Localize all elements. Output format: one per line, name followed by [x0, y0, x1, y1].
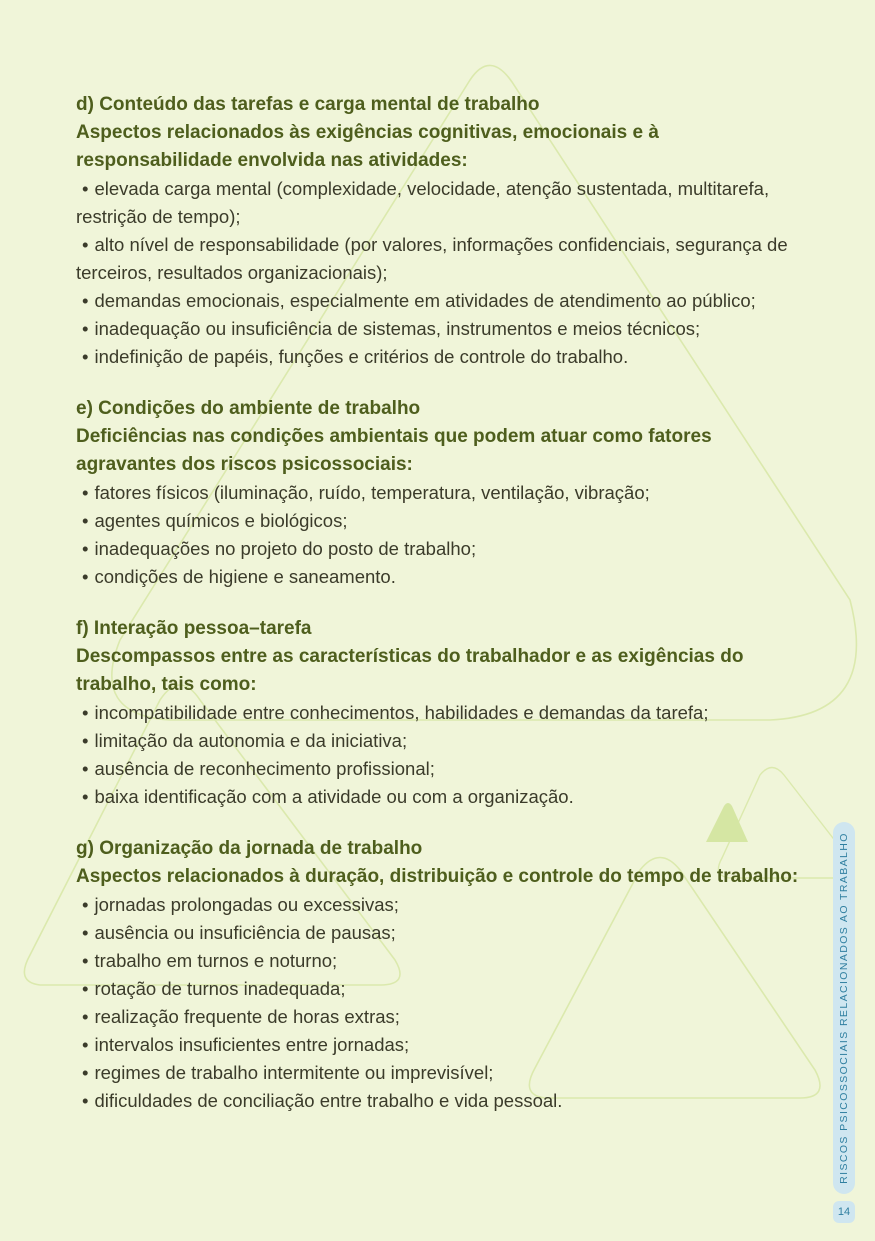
section-heading: e) Condições do ambiente de trabalho: [76, 398, 421, 419]
bullet-icon: •: [82, 702, 89, 723]
list-item: • indefinição de papéis, funções e critérios de controle do trabalho.: [82, 346, 629, 367]
bullet-list: [76, 479, 806, 591]
list-item: • trabalho em turnos e noturno;: [82, 950, 338, 971]
list-item: • fatores físicos (iluminação, ruído, temperatura, ventilação, vibração;: [82, 482, 650, 503]
list-item: • ausência de reconhecimento profissional;: [82, 758, 435, 779]
bullet-icon: •: [82, 178, 89, 199]
section-d: [76, 91, 806, 371]
bullet-icon: •: [82, 538, 89, 559]
section-subheading: Aspectos relacionados à duração, distribuição e controle do tempo de trabalho:: [76, 866, 799, 887]
bullet-list: [76, 699, 806, 811]
bullet-list: [76, 891, 806, 1115]
list-item: • inadequação ou insuficiência de sistemas, instrumentos e meios técnicos;: [82, 318, 701, 339]
bullet-icon: •: [82, 922, 89, 943]
bullet-icon: •: [82, 318, 89, 339]
list-item: • demandas emocionais, especialmente em atividades de atendimento ao público;: [82, 290, 756, 311]
list-item: • alto nível de responsabilidade (por valores, informações confidenciais, segurança de terceiros, resultados organizacionais);: [76, 234, 788, 283]
section-f: [76, 615, 806, 811]
list-item: • elevada carga mental (complexidade, velocidade, atenção sustentada, multitarefa, restrição de tempo);: [76, 178, 770, 227]
list-item: • baixa identificação com a atividade ou com a organização.: [82, 786, 574, 807]
bullet-icon: •: [82, 786, 89, 807]
list-item: • inadequações no projeto do posto de trabalho;: [82, 538, 477, 559]
list-item: • rotação de turnos inadequada;: [82, 978, 346, 999]
list-item: • condições de higiene e saneamento.: [82, 566, 396, 587]
list-item: • intervalos insuficientes entre jornadas;: [82, 1034, 410, 1055]
main-content: [76, 91, 806, 1139]
section-heading: g) Organização da jornada de trabalho: [76, 838, 423, 859]
bullet-icon: •: [82, 290, 89, 311]
bullet-icon: •: [82, 1090, 89, 1111]
list-item: • dificuldades de conciliação entre trabalho e vida pessoal.: [82, 1090, 563, 1111]
sidebar-running-title: RISCOS PSICOSSOCIAIS RELACIONADOS AO TRABALHO: [838, 832, 850, 1184]
list-item: • regimes de trabalho intermitente ou imprevisível;: [82, 1062, 494, 1083]
list-item: • limitação da autonomia e da iniciativa;: [82, 730, 408, 751]
bullet-list: [76, 175, 806, 371]
list-item: • realização frequente de horas extras;: [82, 1006, 400, 1027]
section-heading: d) Conteúdo das tarefas e carga mental de trabalho: [76, 94, 540, 115]
section-subheading: Aspectos relacionados às exigências cognitivas, emocionais e à responsabilidade envolvida nas atividades:: [76, 122, 659, 171]
section-subheading: Deficiências nas condições ambientais que podem atuar como fatores agravantes dos riscos psicossociais:: [76, 426, 712, 475]
list-item: • jornadas prolongadas ou excessivas;: [82, 894, 399, 915]
bullet-icon: •: [82, 1006, 89, 1027]
section-subheading: Descompassos entre as características do trabalhador e as exigências do trabalho, tais como:: [76, 646, 744, 695]
list-item: • ausência ou insuficiência de pausas;: [82, 922, 396, 943]
bullet-icon: •: [82, 758, 89, 779]
bullet-icon: •: [82, 346, 89, 367]
bullet-icon: •: [82, 566, 89, 587]
section-heading: f) Interação pessoa–tarefa: [76, 618, 312, 639]
list-item: • incompatibilidade entre conhecimentos, habilidades e demandas da tarefa;: [82, 702, 709, 723]
page-number: 14: [833, 1201, 855, 1223]
bullet-icon: •: [82, 950, 89, 971]
bullet-icon: •: [82, 894, 89, 915]
bullet-icon: •: [82, 730, 89, 751]
bullet-icon: •: [82, 1034, 89, 1055]
list-item: • agentes químicos e biológicos;: [82, 510, 348, 531]
bullet-icon: •: [82, 510, 89, 531]
section-e: [76, 395, 806, 591]
bullet-icon: •: [82, 978, 89, 999]
section-g: [76, 835, 806, 1115]
bullet-icon: •: [82, 234, 89, 255]
bullet-icon: •: [82, 482, 89, 503]
bullet-icon: •: [82, 1062, 89, 1083]
